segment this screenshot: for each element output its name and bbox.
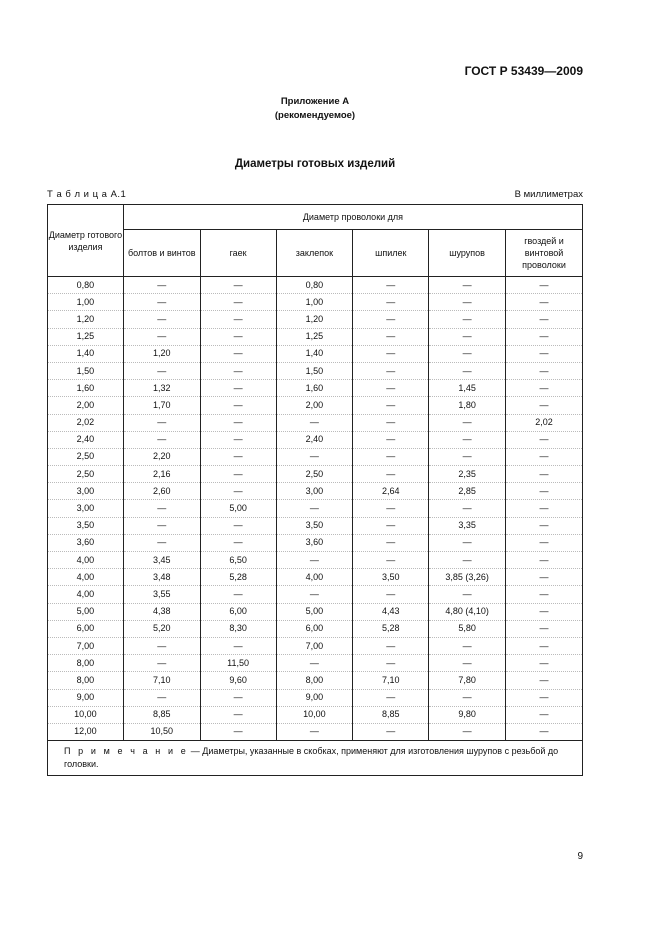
table-note [48,741,583,776]
table-cell: — [353,552,429,569]
table-cell: — [123,655,200,672]
table-cell: — [506,448,583,465]
table-cell: 8,00 [48,672,124,689]
table-row [48,328,583,345]
table-cell: — [200,414,276,431]
table-row [48,706,583,723]
table-cell: — [200,311,276,328]
table-cell: 7,00 [48,637,124,654]
table-cell: — [200,586,276,603]
table-body [48,277,583,741]
table-cell: 3,45 [123,552,200,569]
table-cell: 8,00 [48,655,124,672]
table-cell: 0,80 [276,277,353,294]
table-cell: — [506,603,583,620]
table-cell: 6,00 [200,603,276,620]
table-cell: — [506,689,583,706]
table-cell: — [506,500,583,517]
table-cell: — [353,655,429,672]
table-cell: — [353,723,429,740]
table-row [48,431,583,448]
table-cell: — [506,569,583,586]
table-cell: — [429,637,506,654]
table-cell: — [276,448,353,465]
table-cell: — [123,328,200,345]
table-cell: — [353,380,429,397]
standard-number: ГОСТ Р 53439—2009 [464,64,583,78]
table-cell: — [429,552,506,569]
table-cell: — [353,586,429,603]
table-cell: 1,50 [276,362,353,379]
table-cell: — [200,723,276,740]
table-cell: — [429,362,506,379]
table-cell: — [276,655,353,672]
table-row [48,345,583,362]
section-title: Диаметры готовых изделий [234,158,396,170]
header-bolts-screws: болтов и винтов [123,230,200,277]
table-cell: — [429,448,506,465]
table-cell: — [200,517,276,534]
table-cell: — [506,637,583,654]
table-cell: 9,80 [429,706,506,723]
table-cell: 1,25 [48,328,124,345]
table-cell: — [353,431,429,448]
table-cell: — [200,362,276,379]
table-cell: 1,80 [429,397,506,414]
appendix-heading [0,95,630,123]
table-cell: — [429,328,506,345]
table-cell: — [200,534,276,551]
table-cell: 2,00 [48,397,124,414]
table-cell: 6,50 [200,552,276,569]
table-cell: — [353,328,429,345]
table-cell: — [200,637,276,654]
table-cell: 1,60 [276,380,353,397]
table-cell: — [123,689,200,706]
table-row [48,448,583,465]
table-cell: 2,40 [276,431,353,448]
table-cell: 8,85 [123,706,200,723]
table-cell: 1,70 [123,397,200,414]
table-cell: — [123,500,200,517]
table-cell: 3,50 [48,517,124,534]
table-cell: 8,00 [276,672,353,689]
table-row [48,620,583,637]
table-cell: 5,00 [200,500,276,517]
table-cell: 4,00 [48,586,124,603]
table-cell: — [506,706,583,723]
table-cell: — [200,448,276,465]
table-cell: — [353,362,429,379]
table-cell: 5,28 [353,620,429,637]
table-cell: — [429,277,506,294]
note-text: — Диаметры, указанные в скобках, применяют для изготовления шурупов с резьбой до головки. [64,746,559,770]
table-cell: 3,50 [353,569,429,586]
table-cell: 1,40 [48,345,124,362]
table-cell: — [506,328,583,345]
table-cell: — [123,311,200,328]
table-cell: — [353,517,429,534]
table-label: Т а б л и ц а А.1 [47,189,127,200]
table-row [48,655,583,672]
table-cell: — [123,294,200,311]
table-cell: — [353,689,429,706]
table-cell: 1,20 [276,311,353,328]
table-cell: — [506,466,583,483]
table-cell: 4,00 [276,569,353,586]
table-cell: 1,32 [123,380,200,397]
table-cell: 6,00 [276,620,353,637]
table-cell: — [429,294,506,311]
table-cell: 1,60 [48,380,124,397]
table-cell: 1,50 [48,362,124,379]
header-nuts: гаек [200,230,276,277]
table-cell: — [123,431,200,448]
table-cell: — [200,380,276,397]
table-cell: 3,50 [276,517,353,534]
table-cell: — [506,552,583,569]
table-cell: 2,50 [276,466,353,483]
table-cell: — [200,483,276,500]
table-row [48,311,583,328]
table-cell: 4,00 [48,569,124,586]
table-cell: 2,50 [48,448,124,465]
table-cell: — [200,345,276,362]
table-cell: — [353,500,429,517]
table-cell: 1,25 [276,328,353,345]
table-cell: 2,40 [48,431,124,448]
table-cell: — [276,500,353,517]
table-cell: 12,00 [48,723,124,740]
table-cell: — [506,345,583,362]
table-cell: 8,30 [200,620,276,637]
table-cell: — [353,294,429,311]
table-cell: 9,00 [48,689,124,706]
table-cell: — [506,723,583,740]
table-cell: 3,35 [429,517,506,534]
table-row [48,483,583,500]
table-cell: 1,40 [276,345,353,362]
table-cell: — [429,431,506,448]
table-row [48,397,583,414]
table-cell: 1,20 [123,345,200,362]
table-cell: — [353,466,429,483]
table-cell: — [429,500,506,517]
table-cell: — [200,294,276,311]
table-cell: — [429,345,506,362]
units-label: В миллиметрах [514,189,583,200]
table-cell: 4,00 [48,552,124,569]
table-row [48,500,583,517]
appendix-title: Приложение А [280,96,350,107]
diameters-table [47,204,583,776]
table-cell: — [506,362,583,379]
table-row [48,637,583,654]
table-cell: — [506,655,583,672]
table-cell: — [353,311,429,328]
table-cell: — [429,414,506,431]
table-cell: — [506,397,583,414]
header-wood-screws: шурупов [429,230,506,277]
table-cell: 7,00 [276,637,353,654]
table-cell: — [200,397,276,414]
table-cell: 3,00 [276,483,353,500]
table-cell: 0,80 [48,277,124,294]
table-cell: — [353,534,429,551]
appendix-subtitle: (рекомендуемое) [274,110,356,121]
table-row [48,603,583,620]
table-row [48,586,583,603]
header-nails-wire: гвоздей и винтовой проволоки [506,230,583,277]
table-cell: — [123,517,200,534]
table-cell: 1,20 [48,311,124,328]
table-cell: 5,28 [200,569,276,586]
table-row [48,414,583,431]
table-cell: — [123,277,200,294]
table-cell: 5,00 [276,603,353,620]
table-cell: — [123,534,200,551]
table-cell: — [506,534,583,551]
table-cell: — [200,706,276,723]
table-row [48,294,583,311]
table-row [48,466,583,483]
table-cell: — [506,586,583,603]
table-cell: — [506,620,583,637]
table-cell: 2,02 [506,414,583,431]
header-wire-diameter-group: Диаметр проволоки для [123,205,582,230]
table-cell: — [506,672,583,689]
table-cell: — [353,397,429,414]
table-cell: — [353,637,429,654]
table-cell: — [276,723,353,740]
table-cell: 2,64 [353,483,429,500]
table-cell: 1,45 [429,380,506,397]
table-cell: 6,00 [48,620,124,637]
table-cell: 1,00 [276,294,353,311]
table-cell: 3,00 [48,500,124,517]
table-cell: 2,85 [429,483,506,500]
table-cell: — [123,414,200,431]
table-cell: 10,50 [123,723,200,740]
table-cell: 9,00 [276,689,353,706]
table-cell: — [429,689,506,706]
table-cell: 9,60 [200,672,276,689]
table-cell: 3,48 [123,569,200,586]
table-cell: 7,10 [353,672,429,689]
table-row [48,517,583,534]
table-cell: — [200,466,276,483]
table-cell: — [200,431,276,448]
note-label: П р и м е ч а н и е [64,746,189,757]
table-cell: — [353,414,429,431]
table-cell: — [429,723,506,740]
table-cell: 2,60 [123,483,200,500]
table-cell: 10,00 [48,706,124,723]
table-cell: 3,60 [276,534,353,551]
table-cell: 3,00 [48,483,124,500]
table-cell: — [123,362,200,379]
table-row [48,552,583,569]
table-cell: 2,16 [123,466,200,483]
header-studs: шпилек [353,230,429,277]
table-cell: 7,10 [123,672,200,689]
page-number: 9 [577,851,583,862]
table-cell: 3,85 (3,26) [429,569,506,586]
table-cell: 5,00 [48,603,124,620]
table-cell: 11,50 [200,655,276,672]
table-cell: — [506,311,583,328]
table-cell: 8,85 [353,706,429,723]
table-row [48,569,583,586]
table-cell: — [353,277,429,294]
header-product-diameter: Диаметр готового изделия [48,205,124,277]
table-cell: — [506,294,583,311]
table-cell: — [429,586,506,603]
table-cell: — [123,637,200,654]
table-cell: — [506,277,583,294]
table-cell: 4,38 [123,603,200,620]
table-cell: — [276,414,353,431]
table-row [48,362,583,379]
table-cell: 2,35 [429,466,506,483]
table-row [48,277,583,294]
table-cell: 2,02 [48,414,124,431]
table-cell: 4,80 (4,10) [429,603,506,620]
table-cell: — [429,534,506,551]
table-cell: — [353,448,429,465]
table-cell: 7,80 [429,672,506,689]
table-row [48,689,583,706]
table-cell: 4,43 [353,603,429,620]
table-cell: 2,50 [48,466,124,483]
table-cell: — [506,483,583,500]
table-row [48,672,583,689]
table-cell: 2,20 [123,448,200,465]
table-cell: 5,20 [123,620,200,637]
table-cell: 3,55 [123,586,200,603]
table-cell: — [506,380,583,397]
table-cell: — [429,311,506,328]
table-cell: 5,80 [429,620,506,637]
table-cell: — [506,517,583,534]
table-cell: 2,00 [276,397,353,414]
table-cell: — [276,552,353,569]
table-row [48,380,583,397]
table-cell: — [276,586,353,603]
table-cell: 3,60 [48,534,124,551]
table-cell: — [200,328,276,345]
header-rivets: заклепок [276,230,353,277]
table-cell: 1,00 [48,294,124,311]
table-cell: 10,00 [276,706,353,723]
table-cell: — [353,345,429,362]
table-row [48,534,583,551]
table-row [48,723,583,740]
table-cell: — [200,689,276,706]
table-cell: — [429,655,506,672]
table-cell: — [506,431,583,448]
table-cell: — [200,277,276,294]
